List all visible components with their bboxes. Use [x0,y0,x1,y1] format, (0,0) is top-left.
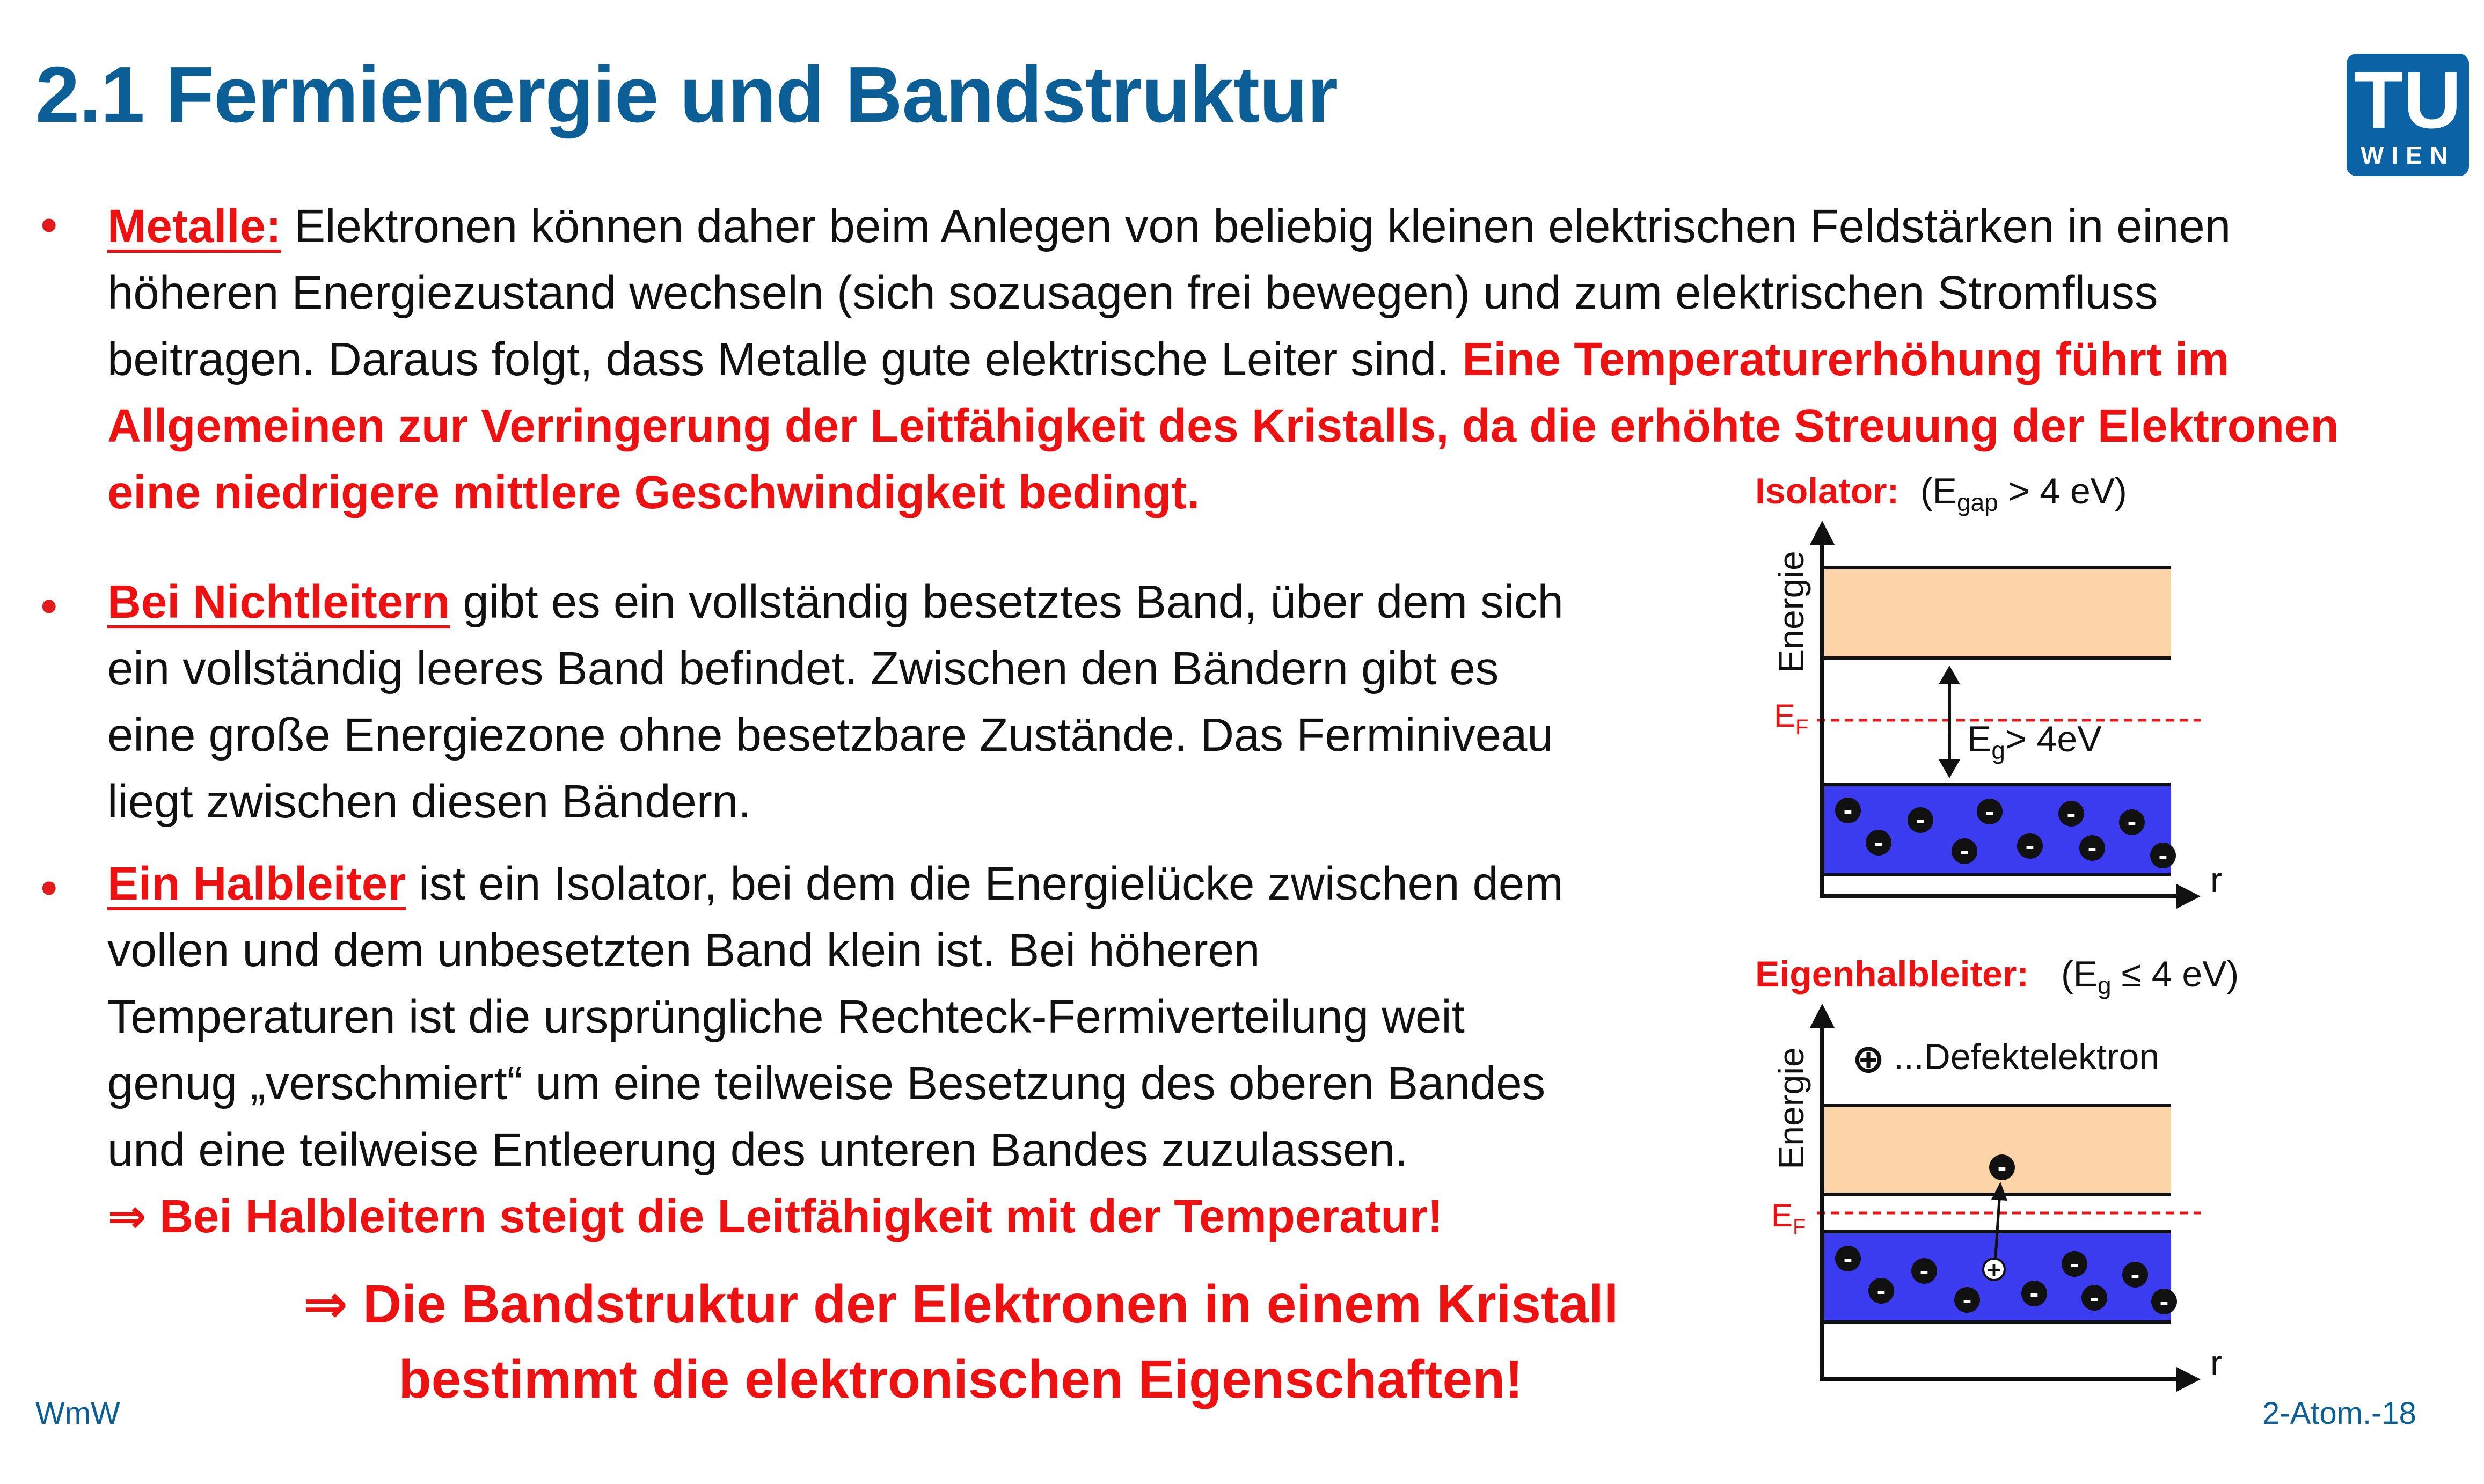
svg-text:-: - [1843,1243,1853,1273]
svg-text:-: - [2029,1278,2039,1308]
insulator-condition [1920,471,2127,516]
svg-text:-: - [1919,1255,1929,1285]
svg-text:-: - [2158,840,2168,870]
semiconductor-x-label: r [2210,1343,2222,1383]
svg-text:-: - [1876,1275,1886,1305]
semiconductor-y-label: Energie [1771,1047,1811,1169]
semiconductors-line1: ist ein Isolator, bei dem die Energielücke zwischen dem [419,858,1564,910]
svg-text:-: - [2066,798,2076,828]
conclusion-line1: ⇒ Die Bandstruktur der Elektronen in einem Kristall [303,1274,1619,1334]
insulator-conduction-band [1822,568,2171,658]
bullet-insulators [107,569,1564,835]
semiconductors-line5: und eine teilweise Entleerung des unteren Bandes zuzulassen. [107,1124,1408,1176]
insulator-x-axis-arrow [2176,884,2201,909]
bullet-marker-semiconductors: • [41,862,57,914]
svg-text:+: + [1987,1257,2001,1283]
semiconductor-fermi-label [1771,1197,1806,1239]
svg-text:-: - [2159,1286,2169,1316]
semiconductor-x-axis-arrow [2176,1367,2201,1392]
insulator-gap-e: E [1967,719,1992,759]
insulator-fermi-sub: F [1795,715,1809,739]
insulator-condition-pre: (E [1920,471,1957,511]
svg-text:-: - [2025,830,2035,860]
svg-text:-: - [2130,1259,2140,1289]
insulators-line3: eine große Energiezone ohne besetzbare Zustände. Das Ferminiveau [107,709,1553,761]
semiconductor-fermi-e: E [1771,1197,1793,1233]
semiconductor-condition [2061,954,2239,999]
insulator-gap-label [1967,719,2102,764]
svg-text:-: - [2087,832,2097,862]
semiconductors-line4: genug „verschmiert“ um eine teilweise Besetzung des oberen Bandes [107,1057,1546,1109]
semiconductor-fermi-sub: F [1793,1215,1806,1239]
bullet-marker-metals: • [41,199,57,251]
insulator-condition-sub: gap [1957,488,1998,516]
insulators-line4: liegt zwischen diesen Bändern. [107,776,751,828]
bullet-marker-insulators: • [41,580,57,632]
semiconductors-result: ⇒ Bei Halbleitern steigt die Leitfähigkeit mit der Temperatur! [107,1190,1443,1242]
insulator-y-label: Energie [1771,551,1811,673]
insulator-gap-post: > 4eV [2005,719,2102,759]
svg-text:-: - [1985,796,1994,826]
semiconductors-line3: Temperaturen ist die ursprüngliche Rechteck-Fermiverteilung weit [107,991,1465,1043]
semiconductor-y-axis-arrow [1810,1004,1835,1028]
svg-text:-: - [1843,795,1853,825]
semiconductor-condition-post: ≤ 4 eV) [2111,954,2239,995]
footer-left: WmW [35,1396,120,1431]
semiconductor-condition-sub: g [2098,971,2112,999]
hole-legend-text: ...Defektelektron [1894,1036,2160,1077]
metals-line5-red: eine niedrigere mittlere Geschwindigkeit bedingt. [107,466,1200,518]
metals-label: Metalle: [107,200,281,252]
conclusion [225,1267,1696,1417]
insulator-y-axis-arrow [1810,521,1835,545]
tu-wien-logo [2347,54,2469,176]
metals-line3: beitragen. Daraus folgt, dass Metalle gute elektrische Leiter sind. [107,333,1450,385]
bullet-semiconductors [107,851,1564,1250]
insulator-fermi-label [1774,698,1808,739]
metals-line1: Elektronen können daher beim Anlegen von beliebig kleinen elektrischen Feldstärken in einen [294,200,2231,252]
insulators-line1: gibt es ein vollständig besetztes Band, über dem sich [463,576,1564,628]
footer-page-number: 2-Atom.-18 [2262,1396,2416,1431]
svg-text:-: - [1874,827,1883,857]
hole-legend-icon: ⊕ [1852,1036,1886,1081]
metals-line2: höheren Energiezustand wechseln (sich sozusagen frei bewegen) und zum elektrischen Stromfluss [107,267,2158,319]
insulator-gap-arrow-down [1939,759,1960,778]
insulator-band-diagram [1750,467,2286,923]
insulator-x-label: r [2210,860,2222,900]
insulator-gap-arrow-up [1939,666,1960,684]
svg-text:-: - [1960,836,1969,866]
svg-text:-: - [2070,1248,2079,1278]
metals-line4-red: Allgemeinen zur Verringerung der Leitfähigkeit des Kristalls, da die erhöhte Streuung der Elektronen [107,400,2339,452]
insulators-line2: ein vollständig leeres Band befindet. Zwischen den Bändern gibt es [107,642,1499,695]
semiconductor-condition-pre: (E [2061,954,2098,995]
semiconductors-line2: vollen und dem unbesetzten Band klein ist. Bei höheren [107,924,1260,976]
insulator-title: Isolator: [1755,471,1899,511]
svg-text:-: - [1997,1152,2007,1182]
logo-top-text: TU [2354,55,2461,145]
logo-bottom-text: WIEN [2360,141,2456,169]
semiconductor-title: Eigenhalbleiter: [1755,954,2029,995]
conclusion-line2: bestimmt die elektronischen Eigenschaften! [398,1349,1523,1409]
svg-text:-: - [1916,805,1925,835]
metals-line3-red: Eine Temperaturerhöhung führt im [1462,333,2230,385]
semiconductors-label: Ein Halbleiter [107,858,406,910]
svg-text:-: - [2127,807,2137,837]
semiconductor-band-diagram [1750,950,2286,1406]
insulator-fermi-e: E [1774,698,1796,734]
insulator-gap-sub: g [1991,736,2005,764]
semiconductor-conduction-band [1822,1106,2171,1194]
insulators-label: Bei Nichtleitern [107,576,450,628]
svg-text:-: - [2090,1282,2099,1312]
page-title: 2.1 Fermienergie und Bandstruktur [35,50,1338,139]
insulator-condition-post: > 4 eV) [1998,471,2127,511]
svg-text:-: - [1962,1284,1972,1314]
